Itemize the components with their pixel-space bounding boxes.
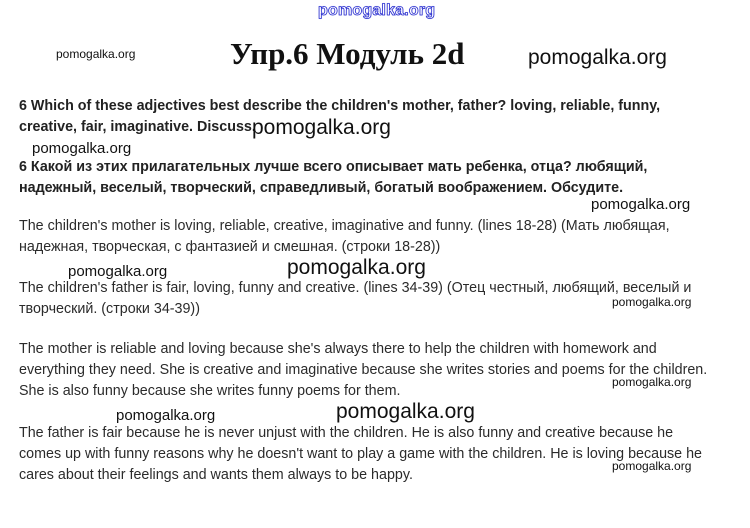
answer-mother-summary: The children's mother is loving, reliable, creative, imaginative and funny. (lines 18-28) (Мать любящая, надежная, творческая, с фантазией и смешная. (строки 18-28)) [19, 218, 670, 255]
watermark: pomogalka.org [116, 407, 216, 424]
watermark: pomogalka.org [612, 375, 692, 389]
answer-father-summary: The children's father is fair, loving, funny and creative. (lines 34-39) (Отец честный, любящий, веселый и творческий. (строки 34-39)) [19, 280, 692, 317]
watermark: pomogalka.org [287, 256, 426, 279]
site-logo: pomogalka.org [318, 2, 436, 19]
task-russian: 6 Какой из этих прилагательных лучше всего описывает мать ребенка, отца? любящий, надежный, веселый, творческий, справедливый, богатый воображением. Обсудите. [19, 159, 648, 196]
answer-mother-explanation: The mother is reliable and loving because she's always there to help the children with homework and everything they need. She is creative and imaginative because she writes stories and poems for the children. She is also funny because she writes funny poems for them. [19, 341, 708, 399]
watermark: pomogalka.org [252, 116, 391, 139]
answer-father-explanation: The father is fair because he is never unjust with the children. He is also funny and creative because he comes up with funny reasons why he doesn't want to play a game with the children. He is loving because he cares about their feelings and wants them always to be happy. [19, 425, 703, 483]
watermark: pomogalka.org [336, 400, 475, 423]
watermark: pomogalka.org [528, 46, 667, 69]
watermark: pomogalka.org [56, 47, 136, 61]
watermark: pomogalka.org [32, 140, 132, 157]
task-english: 6 Which of these adjectives best describe the children's mother, father? loving, reliable, funny, creative, fair, imaginative. Discuss. [19, 98, 661, 135]
watermark: pomogalka.org [612, 295, 692, 309]
page-title: Упр.6 Модуль 2d [230, 36, 465, 71]
watermark: pomogalka.org [612, 459, 692, 473]
watermark: pomogalka.org [68, 263, 168, 280]
watermark: pomogalka.org [591, 196, 691, 213]
